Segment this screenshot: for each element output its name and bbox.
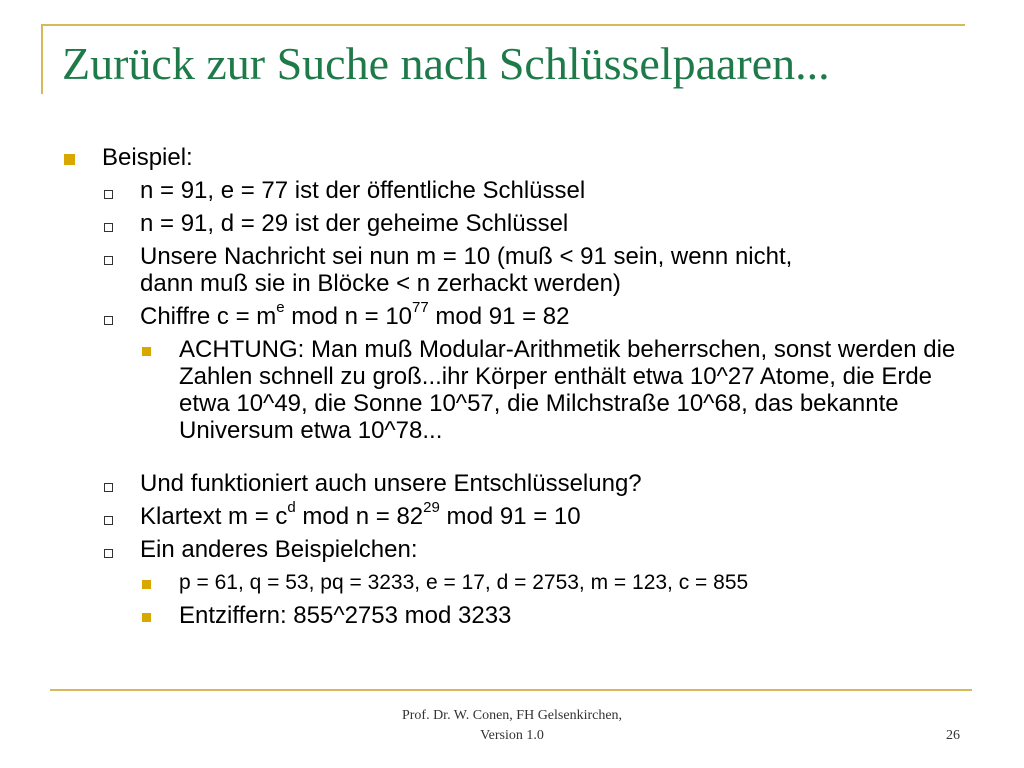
square-bullet-icon — [142, 347, 151, 356]
bullet-text: n = 91, d = 29 ist der geheime Schlüssel — [140, 210, 569, 237]
cipher-part: Chiffre c = m — [140, 303, 277, 330]
frame-left-rule — [41, 24, 43, 94]
cipher-exponent: 77 — [412, 299, 429, 316]
plaintext-part: mod 91 = 10 — [439, 503, 581, 530]
bullet-decipher — [62, 602, 962, 629]
bullet-decryption-question — [62, 470, 962, 497]
bullet-text: Beispiel: — [102, 144, 193, 171]
slide-content — [62, 144, 962, 635]
bullet-private-key — [62, 210, 962, 237]
plaintext-exponent: d — [287, 499, 296, 516]
bullet-cipher — [62, 299, 962, 330]
hollow-square-bullet-icon — [104, 483, 113, 492]
page-number: 26 — [946, 728, 960, 743]
bullet-text-line2: dann muß sie in Blöcke < n zerhackt werden) — [140, 270, 621, 297]
hollow-square-bullet-icon — [104, 223, 113, 232]
slide-title: Zurück zur Suche nach Schlüsselpaaren... — [62, 38, 830, 89]
bullet-message — [62, 243, 962, 297]
cipher-exponent: e — [276, 299, 285, 316]
square-bullet-icon — [64, 154, 75, 165]
bullet-text: Und funktioniert auch unsere Entschlüsselung? — [140, 470, 642, 497]
spacer — [62, 450, 962, 470]
bullet-text: ACHTUNG: Man muß Modular-Arithmetik beherrschen, sonst werden die Zahlen schnell zu groß...ihr Körper enthält etwa 10^27 Atome, die Erde etwa 10^49, die Sonne 10^57, die Milchstraße 10^68, das bekannte Universum etwa 10^78... — [179, 336, 956, 444]
footer-rule — [50, 689, 972, 691]
frame-top-rule — [41, 24, 965, 26]
hollow-square-bullet-icon — [104, 549, 113, 558]
footer-line2: Version 1.0 — [480, 728, 544, 743]
cipher-part: mod 91 = 82 — [428, 303, 570, 330]
footer-author — [300, 706, 724, 746]
bullet-text: n = 91, e = 77 ist der öffentliche Schlüssel — [140, 177, 586, 204]
plaintext-part: mod n = 82 — [295, 503, 424, 530]
hollow-square-bullet-icon — [104, 256, 113, 265]
plaintext-part: Klartext m = c — [140, 503, 288, 530]
bullet-text: p = 61, q = 53, pq = 3233, e = 17, d = 2753, m = 123, c = 855 — [179, 571, 749, 594]
bullet-public-key — [62, 177, 962, 204]
square-bullet-icon — [142, 613, 151, 622]
bullet-text: Entziffern: 855^2753 mod 3233 — [179, 602, 512, 629]
footer-line1: Prof. Dr. W. Conen, FH Gelsenkirchen, — [401, 708, 623, 723]
hollow-square-bullet-icon — [104, 316, 113, 325]
hollow-square-bullet-icon — [104, 516, 113, 525]
bullet-plaintext — [62, 499, 962, 530]
bullet-achtung — [62, 336, 962, 444]
hollow-square-bullet-icon — [104, 190, 113, 199]
bullet-another-example — [62, 536, 962, 563]
bullet-text-line1: Unsere Nachricht sei nun m = 10 (muß < 91 sein, wenn nicht, — [140, 243, 793, 270]
square-bullet-icon — [142, 580, 151, 589]
plaintext-exponent: 29 — [423, 499, 440, 516]
bullet-beispiel — [62, 144, 962, 171]
bullet-parameters — [62, 569, 962, 596]
cipher-part: mod n = 10 — [284, 303, 413, 330]
bullet-text: Ein anderes Beispielchen: — [140, 536, 418, 563]
